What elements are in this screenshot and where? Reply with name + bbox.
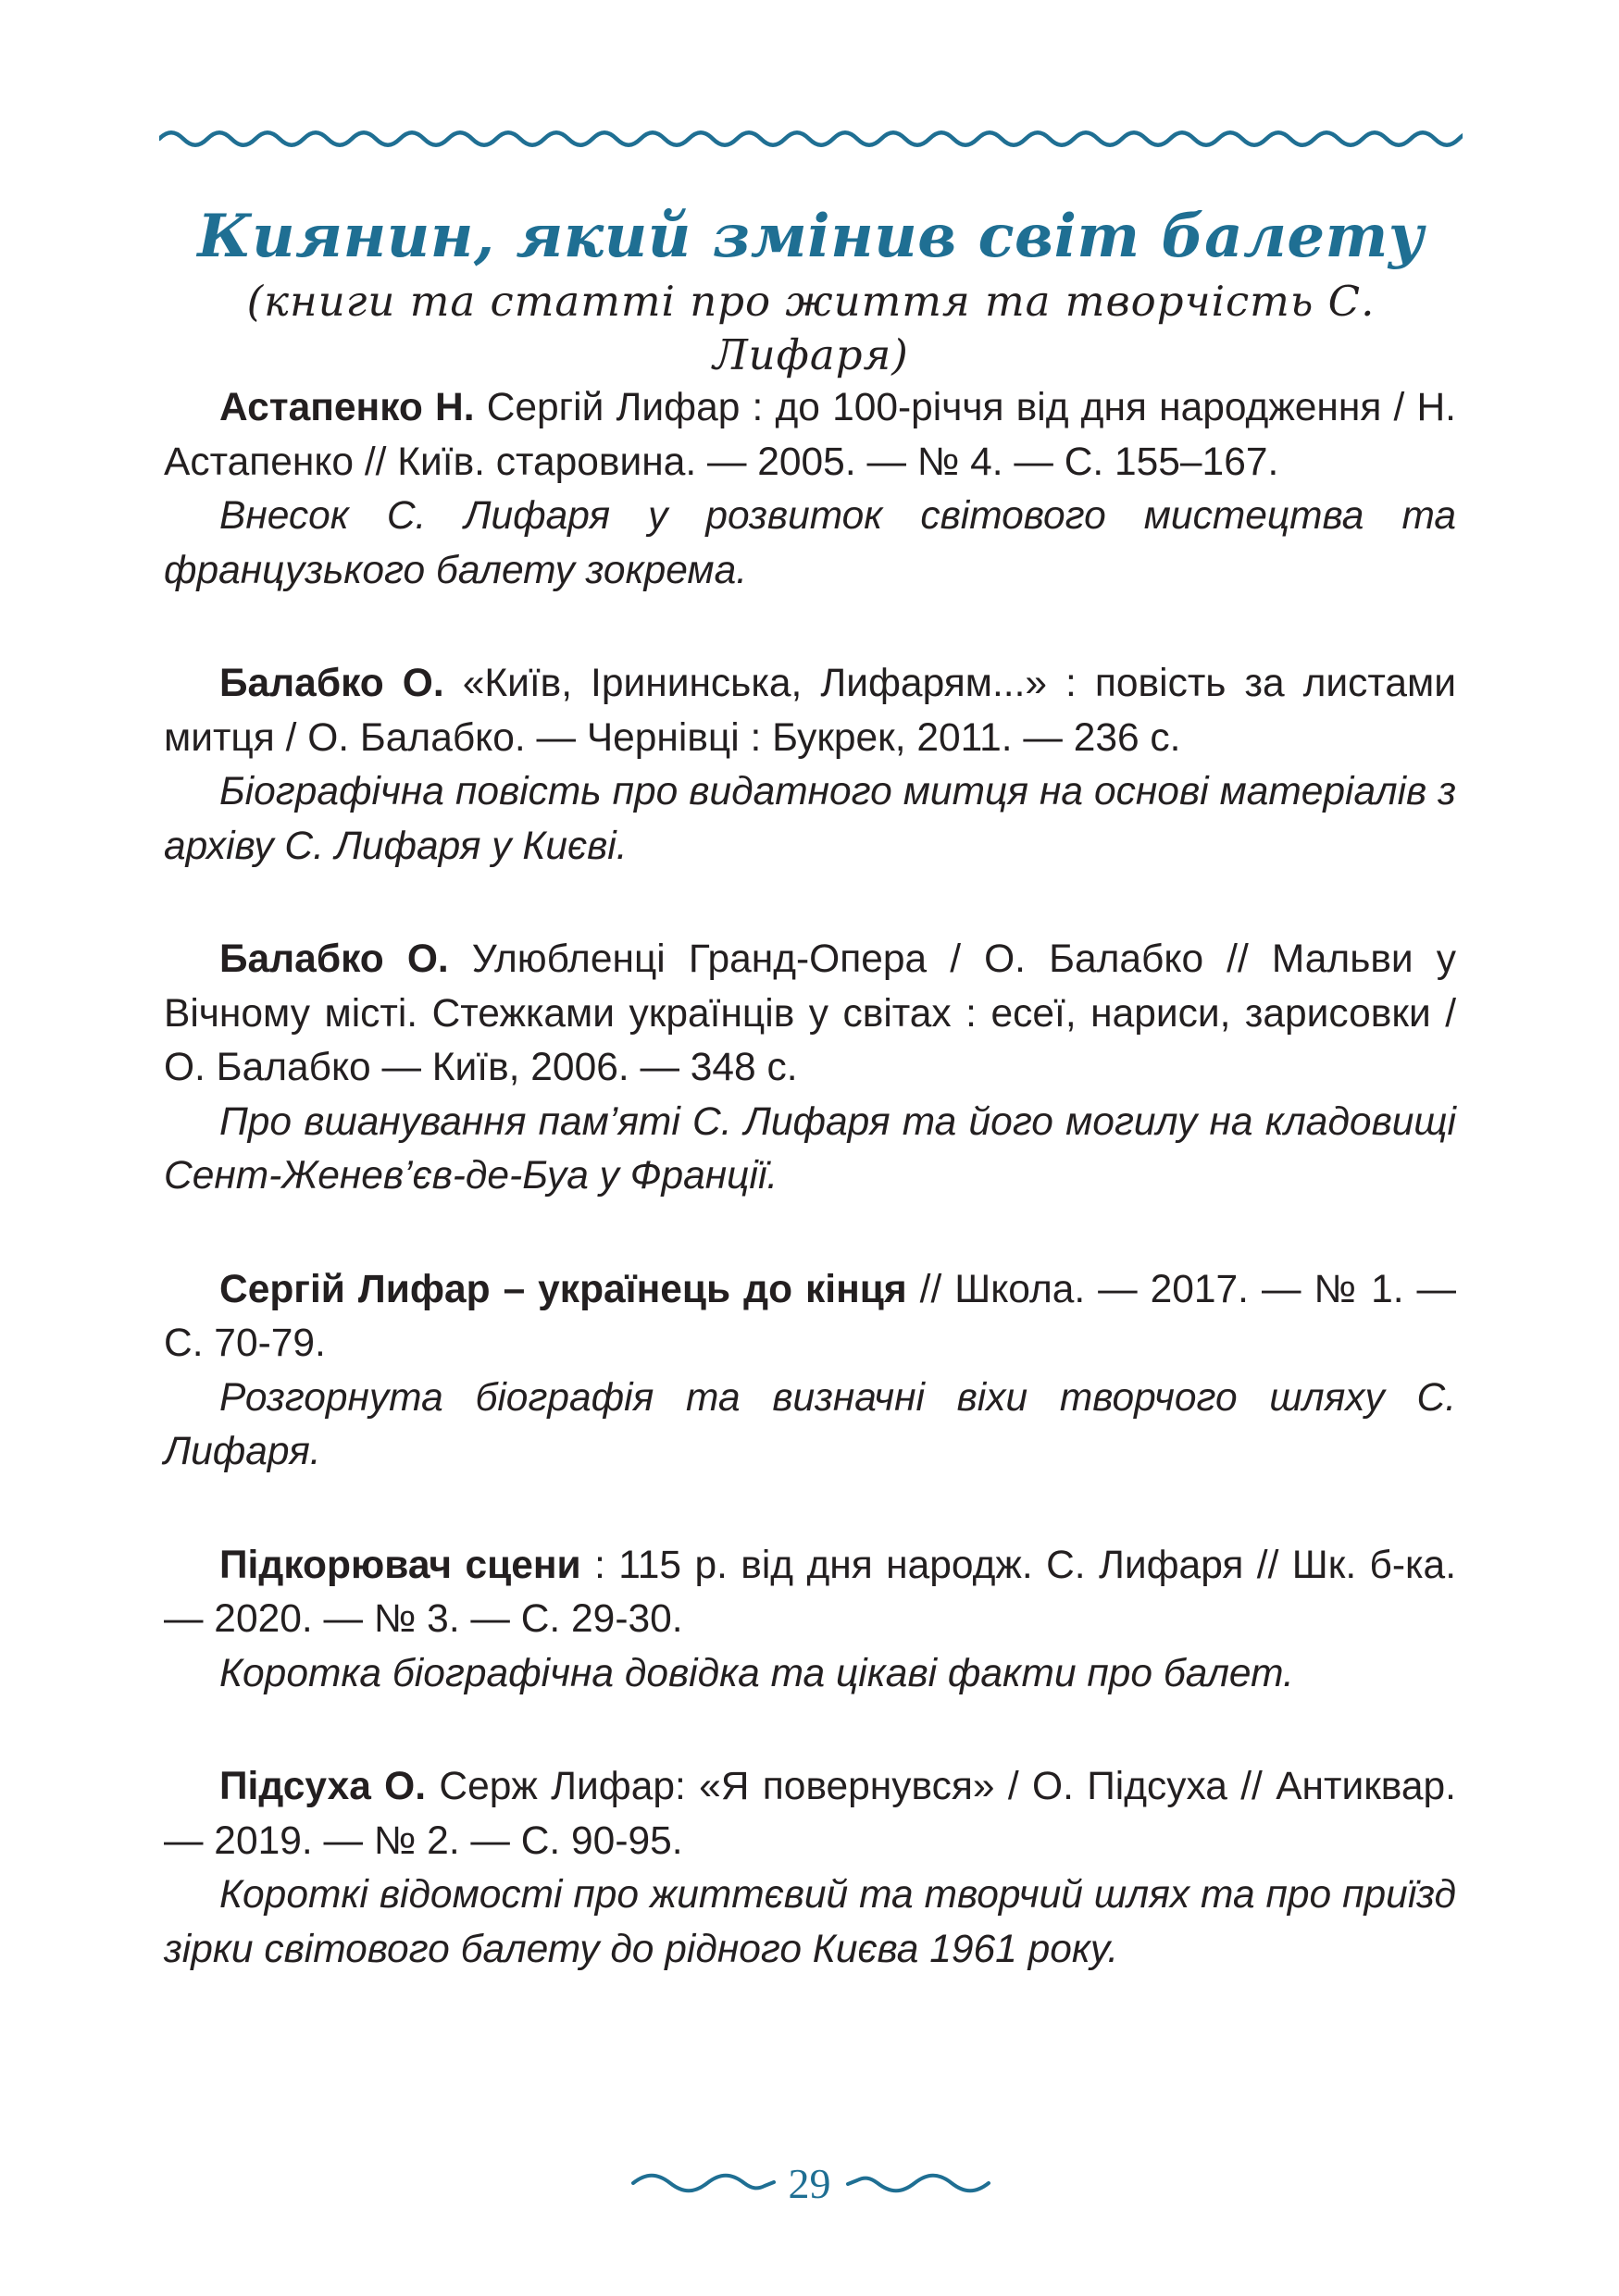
entry-title: Сергій Лифар – українець до кінця bbox=[219, 1267, 907, 1311]
entry-details: Улюбленці Гранд-Опера / О. Балабко // Мальви у Вічному місті. Стежками українців у світах : есеї, нариси, зарисовки / О. Балабко — Київ, 2006. — 348 с. bbox=[164, 937, 1456, 1089]
entry-details: Серж Лифар: «Я повернувся» / О. Підсуха // Антиквар. — 2019. — № 2. — С. 90-95. bbox=[164, 1765, 1456, 1863]
entry-details: «Київ, Ірининська, Лифарям...» : повість за листами митця / О. Балабко. — Чернівці : Букрек, 2011. — 236 с. bbox=[164, 662, 1456, 760]
entry-citation bbox=[164, 1263, 1456, 1371]
entry-citation bbox=[164, 933, 1456, 1096]
entry-details: : 115 р. від дня народж. С. Лифаря // Шк. б-ка. — 2020. — № 3. — С. 29-30. bbox=[164, 1543, 1456, 1641]
entry-annotation: Короткі відомості про життєвий та творчий шлях та про приїзд зірки світового балету до рідного Києва 1961 року. bbox=[164, 1873, 1456, 1971]
bibliography-entry bbox=[164, 381, 1456, 598]
entry-citation bbox=[164, 1760, 1456, 1868]
bibliography-entry bbox=[164, 1539, 1456, 1702]
wave-divider-top bbox=[159, 122, 1463, 155]
entry-title: Підкорювач сцени bbox=[219, 1543, 581, 1587]
entry-details: Сергій Лифар : до 100-річчя від дня народження / Н. Астапенко // Київ. старовина. — 2005. — № 4. — С. 155–167. bbox=[164, 386, 1456, 484]
bibliography-entry bbox=[164, 933, 1456, 1204]
page-footer bbox=[0, 2156, 1619, 2212]
entry-author: Підсуха О. bbox=[219, 1765, 427, 1808]
entry-annotation: Розгорнута біографія та визначні віхи творчого шляху С. Лифаря. bbox=[164, 1375, 1456, 1473]
entry-author: Астапенко Н. bbox=[219, 386, 475, 429]
entry-citation bbox=[164, 381, 1456, 490]
bibliography-entry bbox=[164, 657, 1456, 874]
title-block bbox=[159, 199, 1463, 382]
bibliography-entry bbox=[164, 1760, 1456, 1977]
entry-annotation: Внесок С. Лифаря у розвиток світового мистецтва та французького балету зокрема. bbox=[164, 494, 1456, 592]
entry-annotation: Біографічна повість про видатного митця на основі матеріалів з архіву С. Лифаря у Києві. bbox=[164, 770, 1456, 868]
page-number: 29 bbox=[788, 2160, 831, 2207]
page-subtitle: (книги та статті про життя та творчість С. Лифаря) bbox=[246, 277, 1376, 379]
wave-ornament-right-icon bbox=[844, 2169, 992, 2197]
entry-author: Балабко О. bbox=[219, 662, 444, 705]
bibliography-entry bbox=[164, 1263, 1456, 1480]
entry-annotation: Про вшанування пам’яті С. Лифаря та його могилу на кладовищі Сент-Женев’єв-де-Буа у Франції. bbox=[164, 1099, 1456, 1198]
entry-annotation: Коротка біографічна довідка та цікаві факти про балет. bbox=[219, 1651, 1294, 1695]
entry-citation bbox=[164, 657, 1456, 765]
entry-details: // Школа. — 2017. — № 1. — С. 70-79. bbox=[164, 1267, 1457, 1365]
bibliography-list bbox=[164, 381, 1456, 2036]
entry-citation bbox=[164, 1539, 1456, 1647]
page-title: Киянин, який змінив світ балету bbox=[197, 202, 1425, 271]
entry-author: Балабко О. bbox=[219, 937, 449, 981]
